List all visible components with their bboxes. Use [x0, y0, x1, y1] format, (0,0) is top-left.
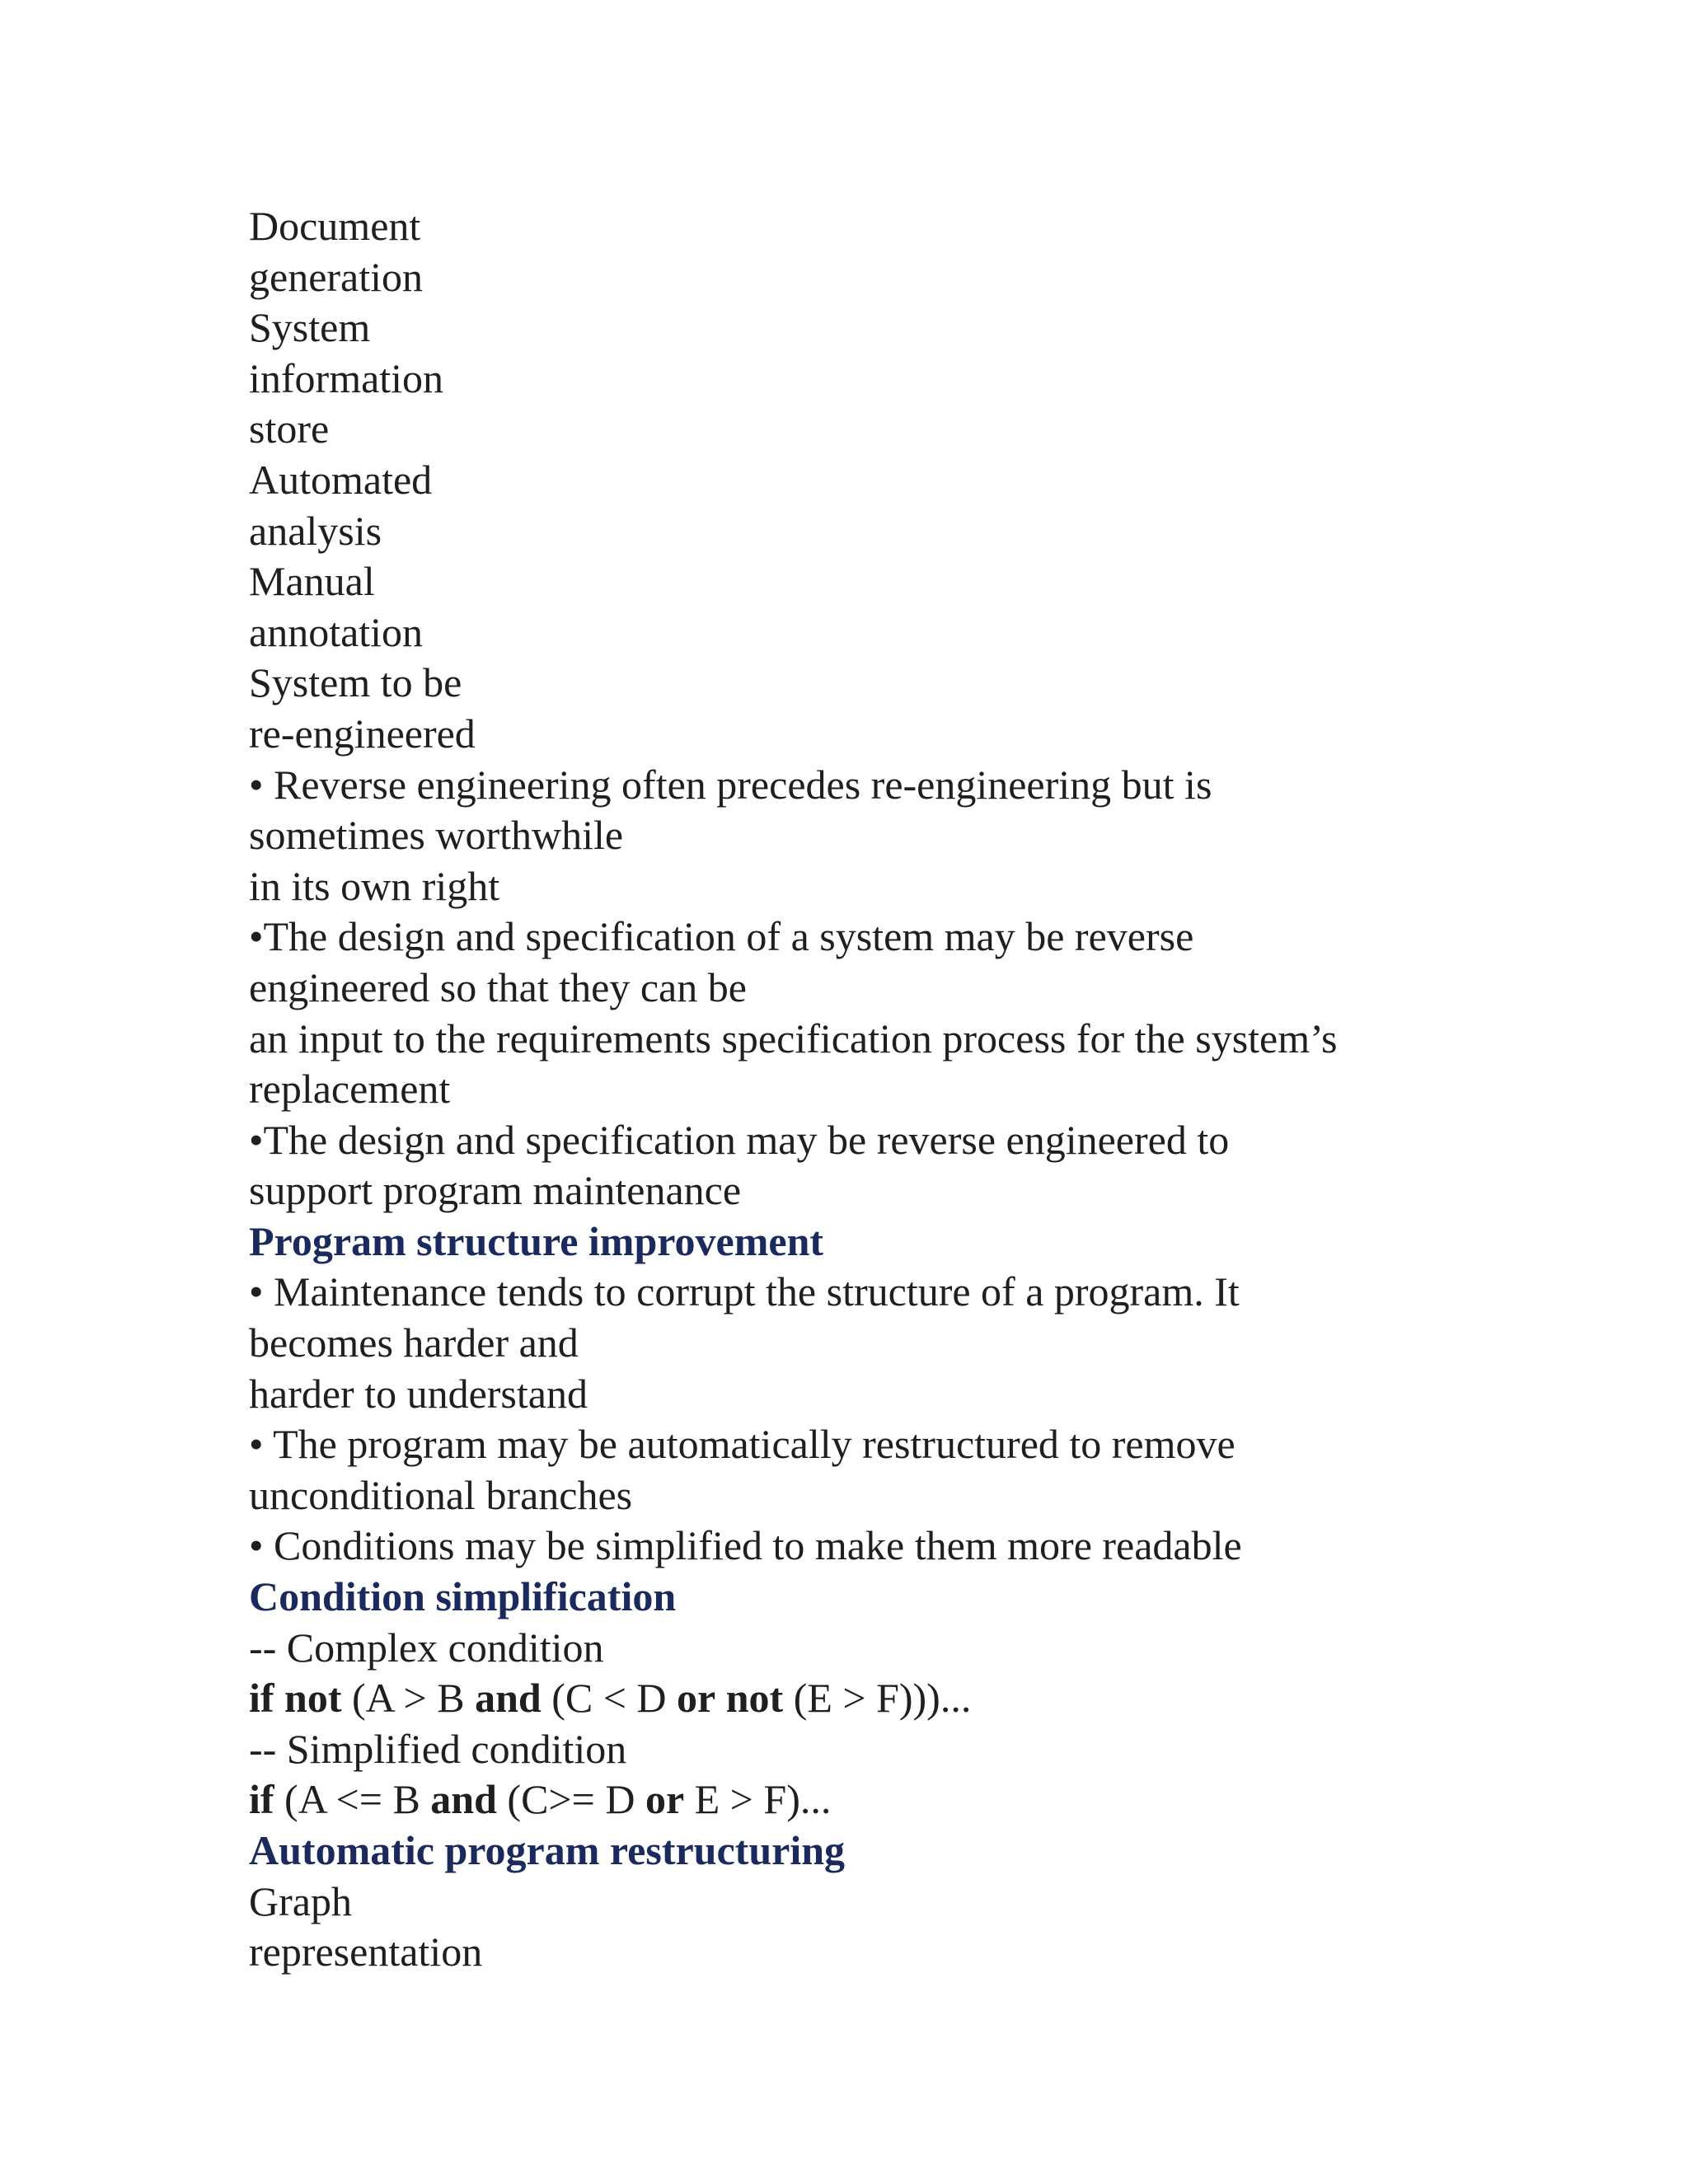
- code-line-complex: [249, 1673, 1469, 1724]
- bullet-line: •The design and specification may be reverse engineered to: [249, 1116, 1230, 1163]
- text-line: engineered so that they can be: [249, 963, 747, 1010]
- text-line: store: [249, 405, 330, 452]
- text-line: analysis: [249, 507, 382, 554]
- text-line: Automated: [249, 456, 433, 503]
- code-fragment: (C>= D: [496, 1776, 645, 1823]
- bullet-line: • Conditions may be simplified to make them more readable: [249, 1522, 1242, 1569]
- bullet-line: •The design and specification of a system may be reverse: [249, 913, 1194, 960]
- keyword-not: not: [284, 1675, 342, 1722]
- text-line: in its own right: [249, 862, 500, 909]
- keyword-if: if: [249, 1776, 274, 1823]
- code-fragment: (E > F)))...: [783, 1675, 972, 1722]
- code-fragment: (C < D: [541, 1675, 678, 1722]
- text-line: Manual: [249, 558, 375, 605]
- text-line: System to be: [249, 659, 462, 706]
- section-heading-condition: Condition simplification: [249, 1573, 677, 1620]
- bullet-line: • Reverse engineering often precedes re-engineering but is: [249, 761, 1212, 808]
- text-line: support program maintenance: [249, 1167, 742, 1214]
- keyword-not: not: [725, 1675, 784, 1722]
- text-line: re-engineered: [249, 710, 476, 757]
- code-fragment: (A > B: [341, 1675, 476, 1722]
- code-comment-simplified: -- Simplified condition: [249, 1725, 627, 1772]
- text-line: sometimes worthwhile: [249, 812, 624, 859]
- text-line: generation: [249, 253, 424, 300]
- keyword-and: and: [475, 1675, 542, 1722]
- text-line: harder to understand: [249, 1370, 588, 1417]
- code-fragment: (A <= B: [274, 1776, 431, 1823]
- text-line: becomes harder and: [249, 1319, 579, 1366]
- bullet-line: • The program may be automatically restructured to remove: [249, 1421, 1236, 1468]
- section-heading-structure: Program structure improvement: [249, 1217, 824, 1264]
- code-fragment: E > F)...: [684, 1776, 832, 1823]
- keyword-if: if: [249, 1675, 274, 1722]
- section-heading-restructuring: Automatic program restructuring: [249, 1827, 846, 1873]
- text-line: Graph: [249, 1877, 352, 1924]
- text-line: System: [249, 304, 371, 351]
- keyword-or: or: [677, 1675, 716, 1722]
- text-line: replacement: [249, 1066, 451, 1113]
- page-content: [249, 201, 1469, 1978]
- keyword-and: and: [430, 1776, 497, 1823]
- text-line: annotation: [249, 608, 424, 655]
- text-line: information: [249, 354, 444, 401]
- text-line: Document: [249, 203, 421, 249]
- text-line: unconditional branches: [249, 1471, 633, 1518]
- text-line: an input to the requirements specification process for the system’s: [249, 1015, 1338, 1062]
- text-line: representation: [249, 1929, 483, 1975]
- code-line-simplified: [249, 1774, 1469, 1825]
- code-comment-complex: -- Complex condition: [249, 1624, 604, 1671]
- keyword-or: or: [645, 1776, 685, 1823]
- bullet-line: • Maintenance tends to corrupt the structure of a program. It: [249, 1268, 1240, 1315]
